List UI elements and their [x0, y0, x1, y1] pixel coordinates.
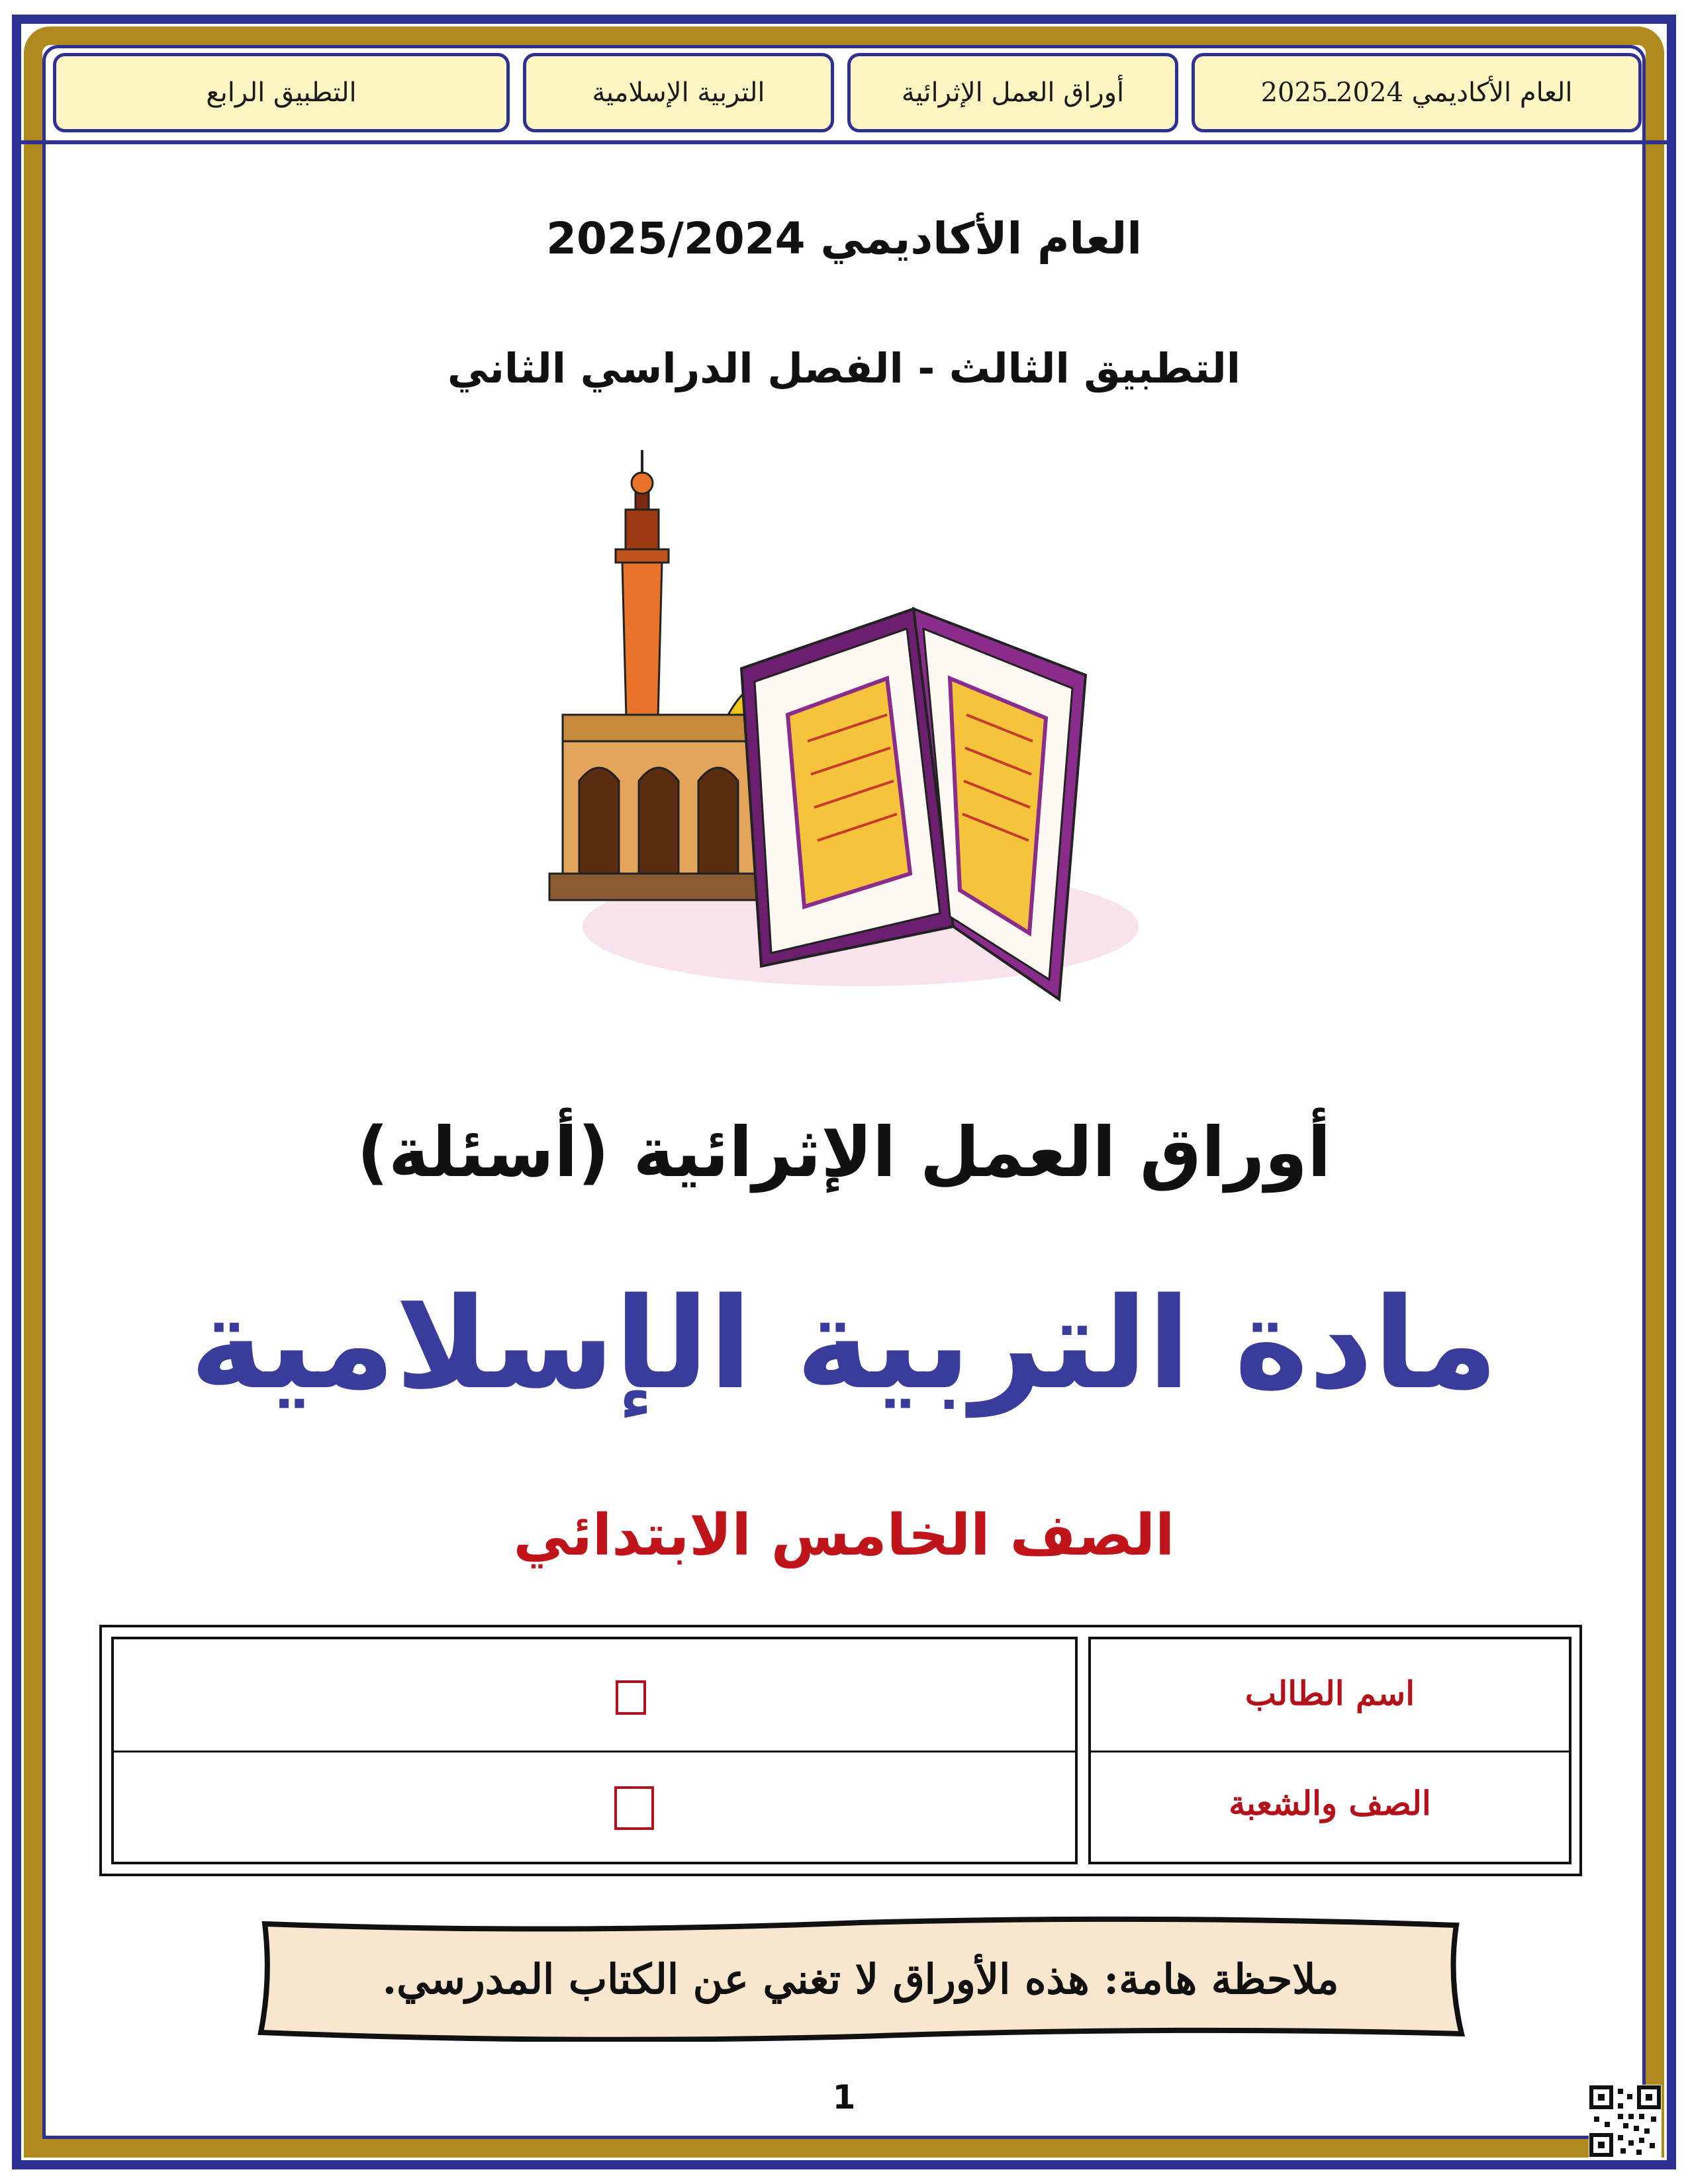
academic-year-heading: العام الأكاديمي 2025/2024 [546, 213, 1142, 264]
header-divider [13, 140, 1675, 144]
student-info-table [99, 1625, 1582, 1876]
header-tab-subject [523, 53, 834, 132]
header-tab-application-label: التطبيق الرابع [206, 77, 357, 108]
application-heading: التطبيق الثالث - الفصل الدراسي الثاني [447, 344, 1241, 392]
header-tab-year-label: العام الأكاديمي 2024ـ2025 [1260, 77, 1573, 108]
mosque-quran-illustration [543, 450, 1139, 1032]
important-note-text: ملاحظة هامة: هذه الأوراق لا تغني عن الكتاب المدرسي. [382, 1954, 1339, 2003]
header-tab-sheets [847, 53, 1178, 132]
header-tabs [0, 53, 1688, 132]
row-divider [1091, 1751, 1569, 1752]
student-info-entry-column [111, 1637, 1078, 1864]
student-name-checkbox[interactable] [616, 1680, 646, 1715]
worksheets-title: أوراق العمل الإثرائية (أسئلة) [357, 1112, 1331, 1193]
class-section-checkbox[interactable] [614, 1786, 654, 1830]
class-section-label: الصف والشعبة [1229, 1784, 1431, 1823]
page-number: 1 [832, 2078, 856, 2116]
header-tab-year [1192, 53, 1642, 132]
student-info-label-column [1088, 1637, 1571, 1864]
header-tab-application [53, 53, 510, 132]
important-note [252, 1916, 1470, 2042]
subject-title: مادة التربية الإسلامية [189, 1271, 1499, 1417]
header-tab-subject-label: التربية الإسلامية [592, 77, 765, 108]
qr-code-icon [1589, 2085, 1662, 2158]
student-name-label: اسم الطالب [1244, 1674, 1415, 1713]
row-divider [114, 1751, 1075, 1752]
grade-title: الصف الخامس الابتدائي [513, 1502, 1175, 1569]
header-tab-sheets-label: أوراق العمل الإثرائية [901, 77, 1125, 108]
